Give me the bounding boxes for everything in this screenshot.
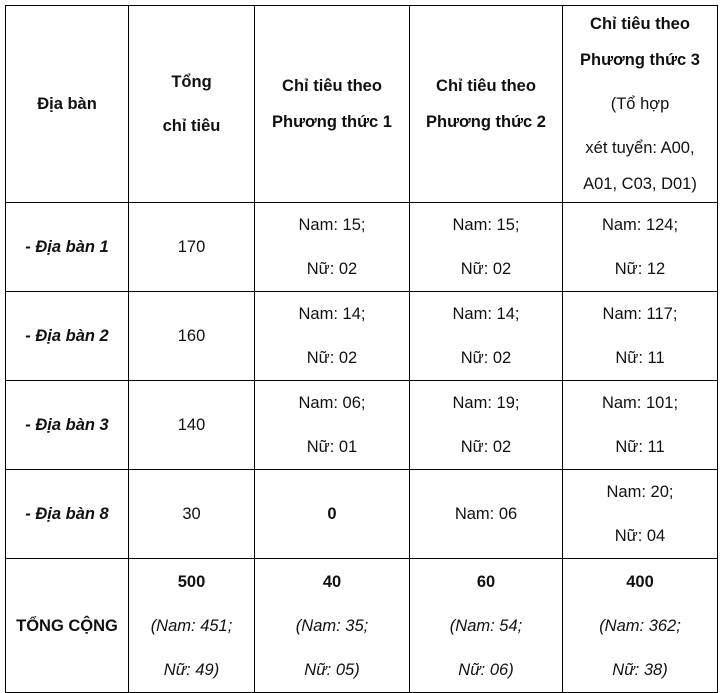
row-method2: [410, 292, 563, 381]
row-method1: 0: [255, 470, 410, 559]
row-region: - Địa bàn 1: [6, 203, 129, 292]
row-method1-male: Nam: 14;: [298, 305, 366, 323]
header-total: [129, 6, 255, 203]
total-all-male: (Nam: 451;: [150, 616, 233, 635]
total-all-value: 500: [177, 572, 206, 591]
row-method3-male: Nam: 20;: [606, 483, 674, 501]
row-method1-female: Nữ: 02: [306, 349, 358, 367]
row-method2-male: Nam: 15;: [452, 216, 520, 234]
total-all: [129, 559, 255, 693]
header-region-label: Địa bàn: [37, 95, 97, 113]
header-total-line1: Tổng: [171, 73, 212, 91]
header-method2-line1: Chỉ tiêu theo: [436, 77, 536, 95]
row-region: - Địa bàn 3: [6, 381, 129, 470]
table-row: [6, 381, 718, 470]
row-region: - Địa bàn 2: [6, 292, 129, 381]
total-all-female: Nữ: 49): [163, 660, 220, 679]
row-method1-female: Nữ: 01: [306, 438, 358, 456]
row-method2: [410, 203, 563, 292]
row-method3: [563, 292, 718, 381]
header-method2: [410, 6, 563, 203]
row-total: 170: [129, 203, 255, 292]
row-method3: [563, 203, 718, 292]
header-method1: [255, 6, 410, 203]
row-region: - Địa bàn 8: [6, 470, 129, 559]
row-method3-female: Nữ: 12: [614, 260, 666, 278]
row-method1: [255, 381, 410, 470]
row-method2: [410, 381, 563, 470]
total-method3-value: 400: [626, 572, 654, 591]
row-method1-male: Nam: 06;: [298, 394, 366, 412]
row-method1: [255, 203, 410, 292]
row-method3: [563, 470, 718, 559]
row-method2-male: Nam: 19;: [452, 394, 520, 412]
row-method2: Nam: 06: [410, 470, 563, 559]
header-total-line2: chỉ tiêu: [162, 117, 221, 135]
row-method3-female: Nữ: 11: [615, 349, 665, 367]
row-method3-female: Nữ: 04: [614, 527, 666, 545]
total-method2-value: 60: [476, 572, 496, 591]
row-method1: [255, 292, 410, 381]
table-row: [6, 470, 718, 559]
total-label: TỔNG CỘNG: [6, 559, 129, 693]
total-method2-male: (Nam: 54;: [449, 616, 523, 635]
row-total: 140: [129, 381, 255, 470]
row-method1-male: Nam: 15;: [298, 216, 366, 234]
header-method3-line1: Chỉ tiêu theo: [590, 15, 690, 33]
row-total: 160: [129, 292, 255, 381]
table-row: [6, 203, 718, 292]
total-method3-female: Nữ: 38): [612, 660, 668, 679]
total-method2-female: Nữ: 06): [458, 660, 514, 679]
row-method3-male: Nam: 124;: [601, 216, 679, 234]
row-method3-male: Nam: 117;: [602, 305, 678, 323]
total-method1-female: Nữ: 05): [304, 660, 360, 679]
header-method3-line2: Phương thức 3: [580, 51, 700, 69]
row-method3-female: Nữ: 11: [615, 438, 665, 456]
row-total: 30: [129, 470, 255, 559]
row-method2-female: Nữ: 02: [460, 349, 512, 367]
total-method1-value: 40: [322, 572, 342, 591]
quota-table: [5, 5, 718, 693]
total-method1: [255, 559, 410, 693]
row-method2-female: Nữ: 02: [460, 260, 512, 278]
header-method3: [563, 6, 718, 203]
header-method3-line3: (Tổ hợp: [610, 95, 670, 113]
table-row: [6, 292, 718, 381]
header-method1-line1: Chỉ tiêu theo: [282, 77, 382, 95]
row-method2-female: Nữ: 02: [460, 438, 512, 456]
total-row: [6, 559, 718, 693]
total-method2: [410, 559, 563, 693]
row-method2-male: Nam: 14;: [452, 305, 520, 323]
header-method3-line4: xét tuyển: A00,: [585, 139, 695, 157]
header-row: [6, 6, 718, 203]
total-method1-male: (Nam: 35;: [295, 616, 369, 635]
total-method3-male: (Nam: 362;: [599, 616, 681, 635]
header-region: [6, 6, 129, 203]
total-method3: [563, 559, 718, 693]
header-method1-line2: Phương thức 1: [272, 113, 392, 131]
row-method3: [563, 381, 718, 470]
row-method3-male: Nam: 101;: [601, 394, 679, 412]
header-method2-line2: Phương thức 2: [426, 113, 546, 131]
row-method1-female: Nữ: 02: [306, 260, 358, 278]
header-method3-line5: A01, C03, D01): [583, 175, 697, 193]
